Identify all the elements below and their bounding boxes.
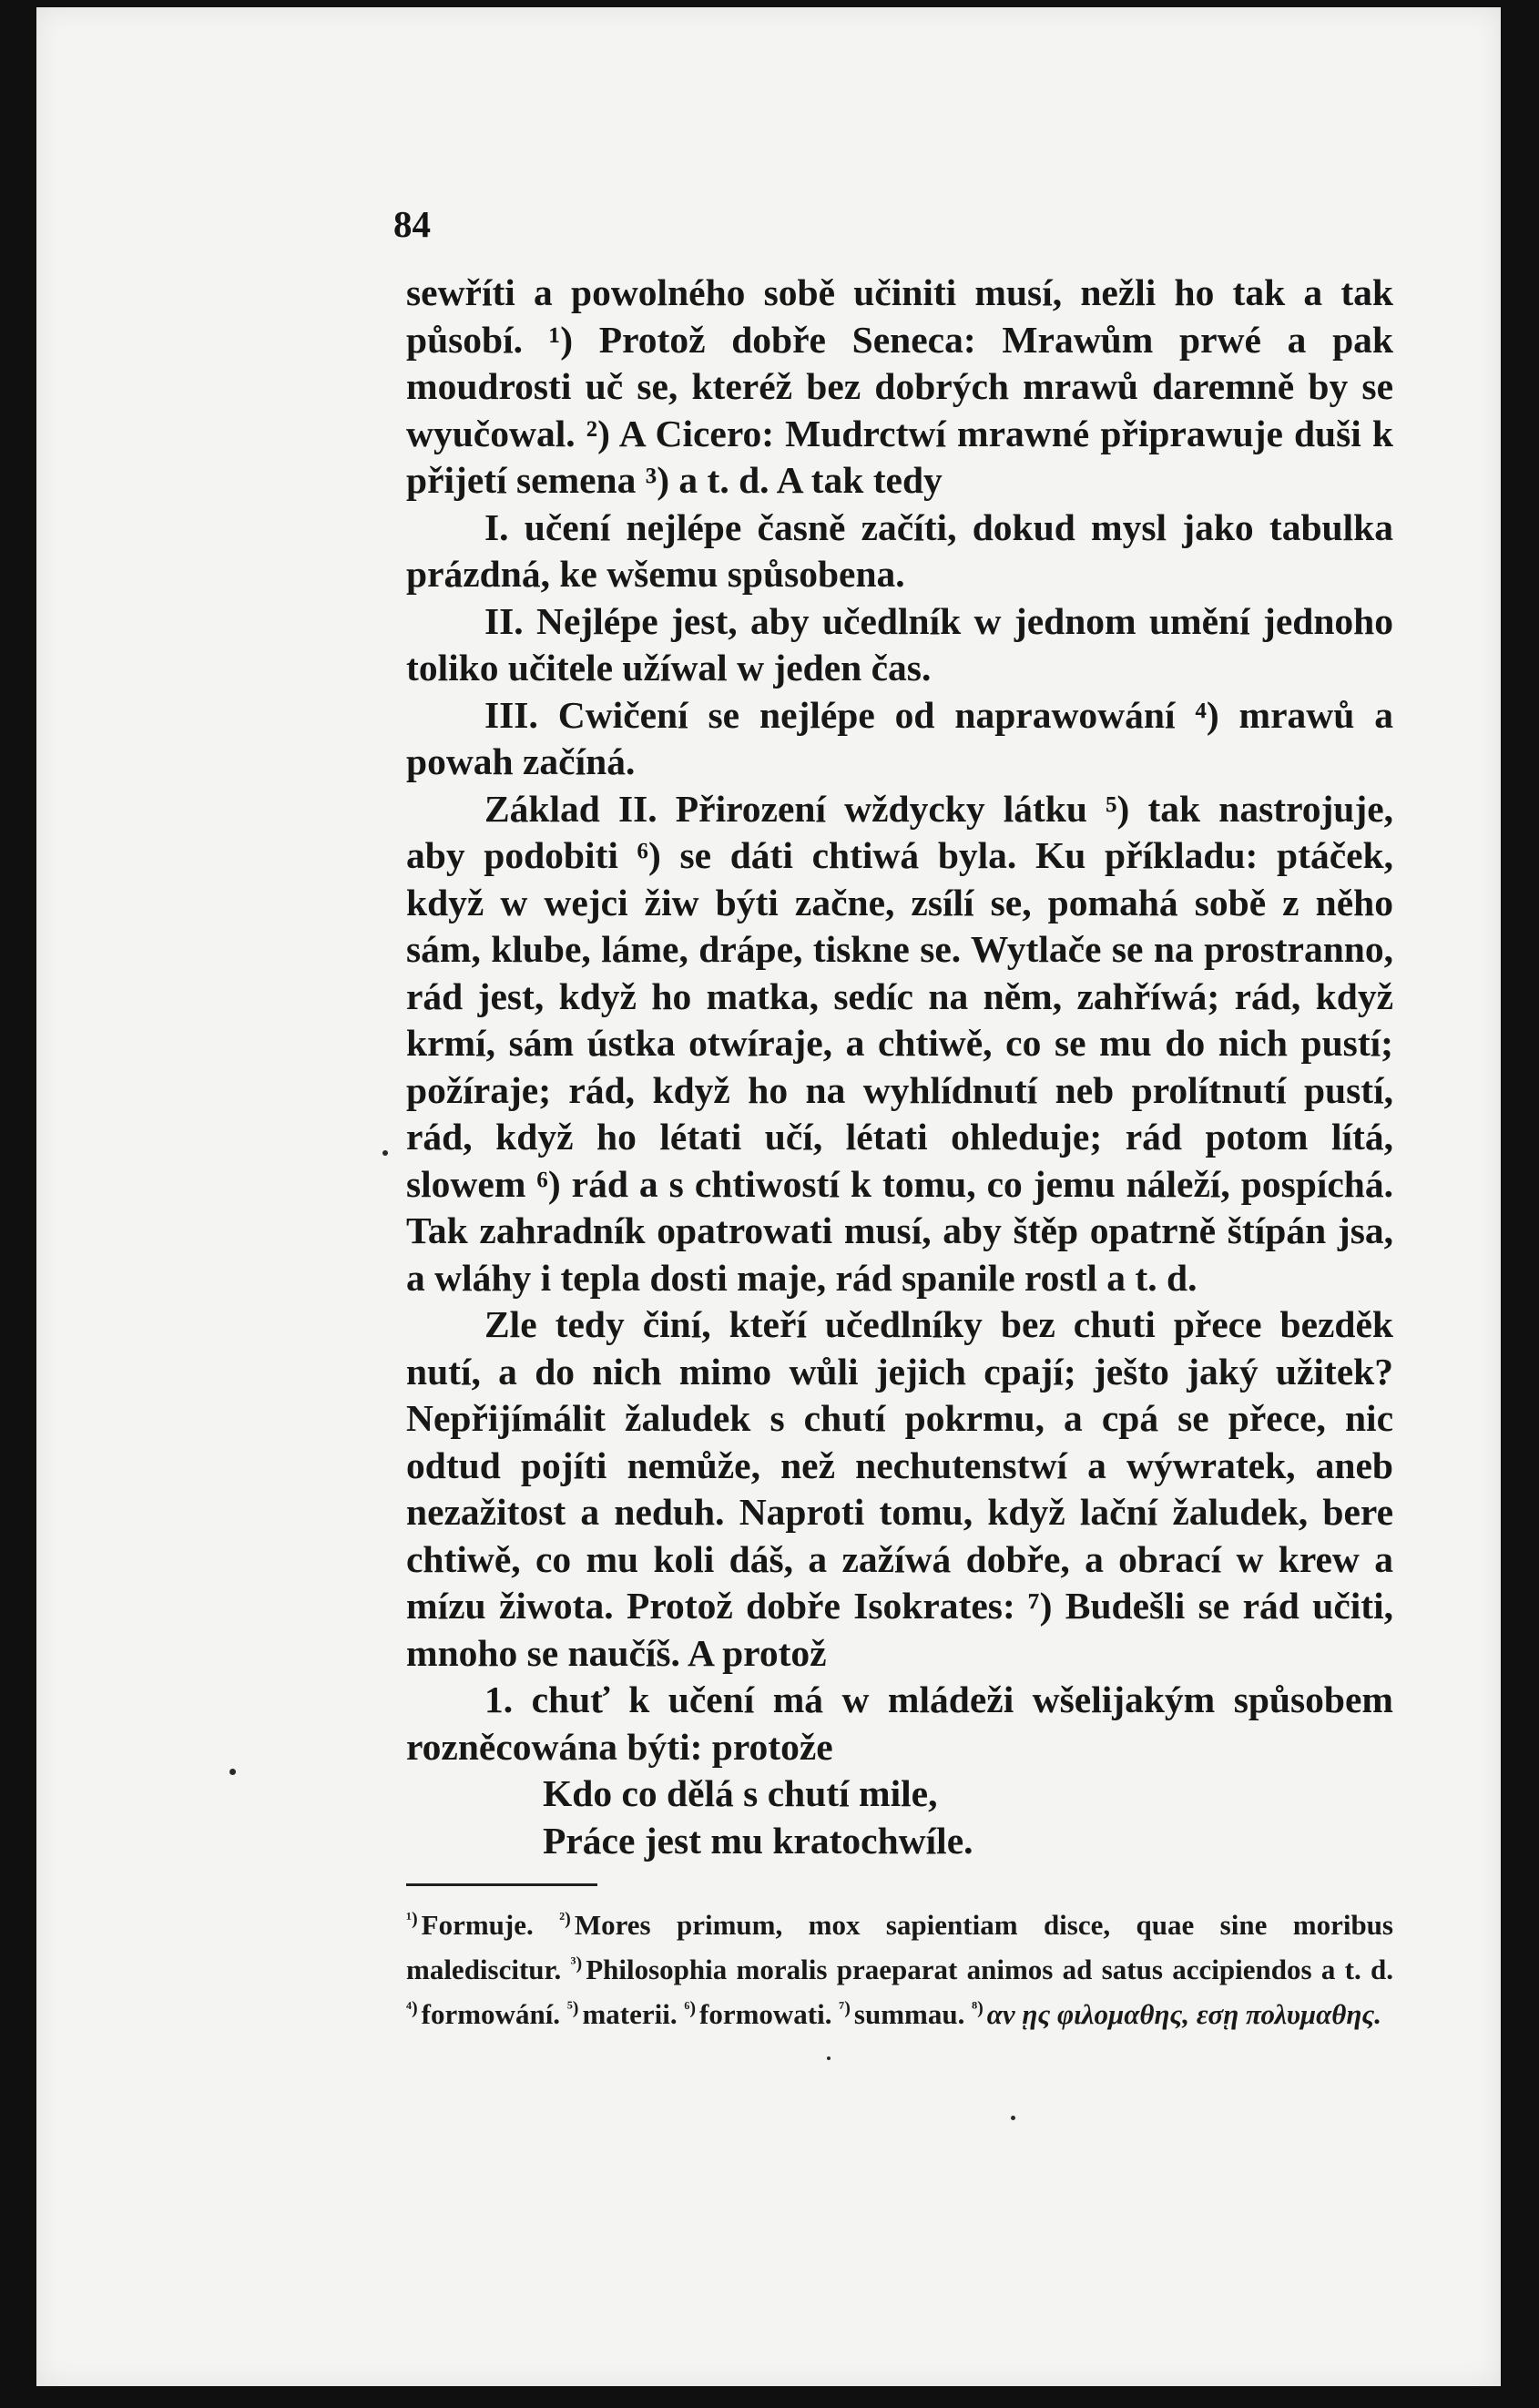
dust-speck	[382, 1150, 388, 1156]
footnote-rule	[406, 1883, 597, 1886]
dust-speck	[1011, 2116, 1015, 2120]
paragraph: Zle tedy činí, kteří učedlníky bez chuti přece bezděk nutí, a do nich mimo wůli jejich cpají; ješto jaký užitek? Nepřijímálit žaludek s chutí pokrmu, a cpá se přece, nic odtud pojíti nemůže, než nechutenstwí a wýwratek, aneb nezažitost a neduh. Naproti tomu, když lační žaludek, bere chtiwě, co mu koli dáš, a zažíwá dobře, a obrací w krew a mízu žiwota. Protož dobře Isokrates: ⁷) Budešli se rád učiti, mnoho se naučíš. A protož	[406, 1303, 1393, 1674]
paragraph: 1. chuť k učení má w mládeži wšelijakým spůsobem rozněcowána býti: protože	[406, 1678, 1393, 1768]
page-number: 84	[393, 203, 431, 245]
footnote: $^{^7)}$ summau.	[839, 1998, 965, 2030]
footnote: $^{^5)}$ materii.	[566, 1998, 678, 2030]
dust-speck	[827, 2056, 831, 2060]
footnote: $^{^8)}$ αν ῃς φιλομαθης, εσῃ πολυμαθης.	[972, 1998, 1381, 2030]
footnote: $^{^4)}$ formowání.	[406, 1998, 561, 2030]
paragraph: I. učení nejlépe časně začíti, dokud mysl jako tabulka prázdná, ke wšemu spůsobena.	[406, 505, 1393, 595]
paragraph: II. Nejlépe jest, aby učedlník w jednom umění jednoho toliko učitele užíwal w jeden čas.	[406, 599, 1393, 689]
verse-line: Práce jest mu kratochwíle.	[543, 1819, 973, 1862]
paragraph: Základ II. Přirození wždycky látku ⁵) tak nastrojuje, aby podobiti ⁶) se dáti chtiwá byla. Ku příkladu: ptáček, když w wejci žiw býti začne, zsílí se, pomahá sobě z něho sám, klube, láme, drápe, tiskne se. Wytlače se na prostranno, rád jest, když ho matka, sedíc na něm, zahříwá; rád, když krmí, sám ústka otwíraje, a chtiwě, co se mu do nich pustí; požíraje; rád, když ho na wyhlídnutí neb prolítnutí pustí, rád, když ho létati učí, létati ohleduje; rád potom lítá, slowem ⁶) rád a s chtiwostí k tomu, co jemu náleží, pospíchá. Tak zahradník opatrowati musí, aby štěp opatrně štípán jsa, a wláhy i tepla dosti maje, rád spanile rostl a t. d.	[406, 787, 1393, 1299]
verse-line: Kdo co dělá s chutí mile,	[543, 1772, 938, 1814]
footnote: $^{^1)}$ Formuje.	[406, 1909, 534, 1941]
paragraph: III. Cwičení se nejlépe od naprawowání ⁴) mrawů a powah začíná.	[406, 693, 1393, 782]
footnote: $^{^6)}$ formowati.	[684, 1998, 832, 2030]
main-text	[406, 270, 1393, 1864]
dust-speck	[229, 1769, 236, 1775]
footnotes	[406, 1900, 1393, 2034]
footnote: $^{^2)}$ Mores primum, mox sapientiam disce, quae sine moribus malediscitur.	[406, 1909, 1393, 1985]
footnote: $^{^3)}$ Philosophia moralis praeparat animos ad satus accipiendos a t. d.	[570, 1954, 1393, 1985]
paragraph: sewříti a powolného sobě učiniti musí, nežli ho tak a tak působí. ¹) Protož dobře Seneca: Mrawům prwé a pak moudrosti uč se, kteréž bez dobrých mrawů daremně by se wyučowal. ²) A Cicero: Mudrctwí mrawné připrawuje duši k přijetí semena ³) a t. d. A tak tedy	[406, 271, 1393, 501]
